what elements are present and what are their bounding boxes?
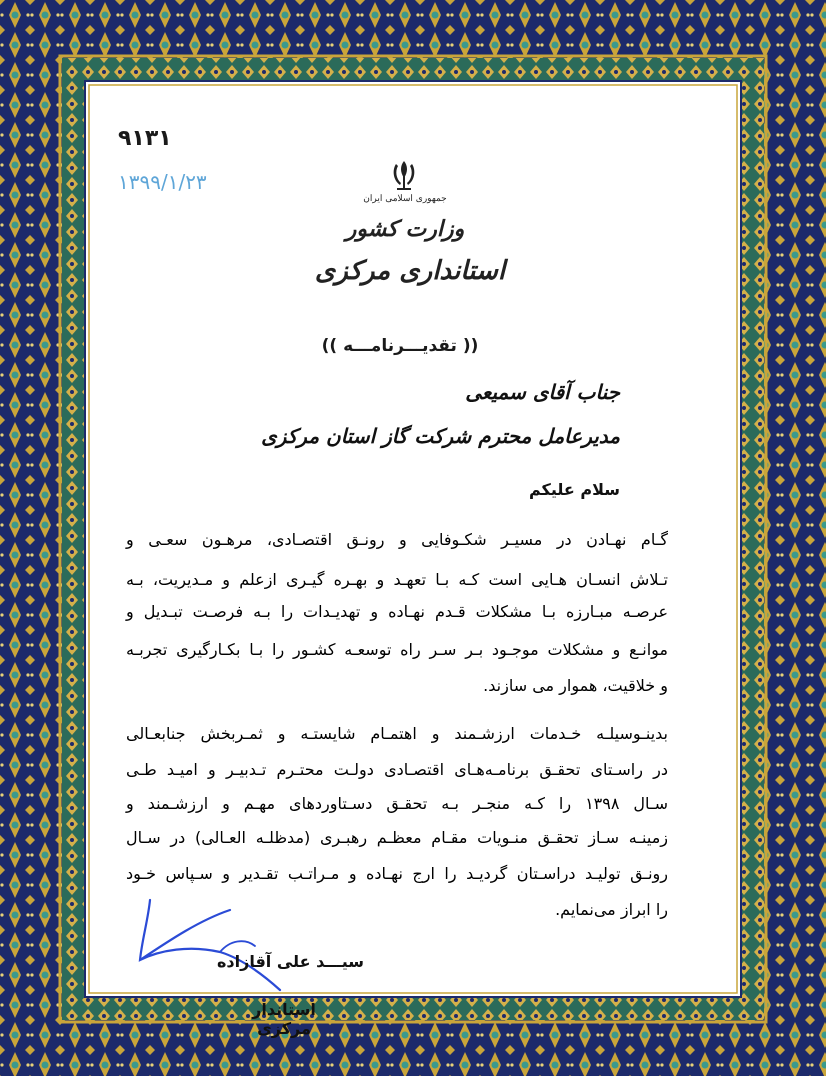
document-title: (( تقدیـــرنامـــه )) — [321, 336, 479, 356]
iran-emblem-icon — [386, 158, 422, 194]
paragraph-2-line: را ابراز می‌نمایم. — [555, 900, 668, 919]
governorate-name: استانداری مرکزی — [314, 256, 506, 286]
paragraph-2-line: در راسـتای تحقـق برنامـه‌هـای اقتصـادی دولـت محتـرم تـدبیـر و امیـد طـی — [126, 760, 668, 779]
handwritten-signature — [130, 880, 350, 1010]
signer-name: سیـــد علی آقازاده — [216, 952, 364, 971]
paragraph-1-line: گـام نهـادن در مسیـر شکـوفایی و رونـق اقتصـادی، مرهـون سعـی و — [126, 530, 668, 549]
reference-date: ۱۳۹۹/۱/۲۳ — [118, 170, 207, 194]
paragraph-2-line: سـال ۱۳۹۸ را کـه منجـر بـه تحقـق دسـتاوردهای مهـم و ارزشـمند و — [126, 794, 668, 813]
paragraph-2-line: رونـق تولیـد دراسـتان گردیـد را ارج نهـاده و مـراتـب تقـدیر و سـپاس خـود — [126, 864, 668, 883]
emblem-caption: جمهوری اسلامی ایران — [363, 194, 447, 204]
paragraph-1-line: موانـع و مشکلات موجـود بـر سـر راه توسعـه کشـور را بـا بکـارگیری تجربـه — [126, 640, 668, 659]
reference-number: ۹۱۳۱ — [118, 126, 172, 151]
greeting: سلام علیکم — [528, 480, 620, 499]
signer-title: استاندار مرکزی — [252, 1000, 316, 1038]
paragraph-1-line: عرصـه مبـارزه بـا مشکلات قـدم نهـاده و تهدیـدات را بـه فرصـت تبـدیل و — [126, 602, 668, 621]
paragraph-1-line: و خلاقیت، هموار می سازند. — [483, 676, 668, 695]
paragraph-2-line: زمینـه سـاز تحقـق منـویات مقـام معظـم رهبـری (مدظلـه العـالی) در سـال — [126, 828, 668, 847]
recipient-title: جناب آقای سمیعی — [465, 380, 620, 404]
paragraph-2-line: بدینـوسیلـه خـدمات ارزشـمند و اهتمـام شایستـه و ثمـربخش جنابعـالی — [126, 724, 668, 743]
recipient-position: مدیرعامل محترم شرکت گاز استان مرکزی — [261, 424, 620, 448]
ministry-name: وزارت کشور — [345, 216, 465, 242]
paragraph-1-line: تـلاش انسـان هـایی است کـه بـا تعهـد و بهـره گیـری ازعلم و مـدیریت، بـه — [126, 570, 668, 589]
